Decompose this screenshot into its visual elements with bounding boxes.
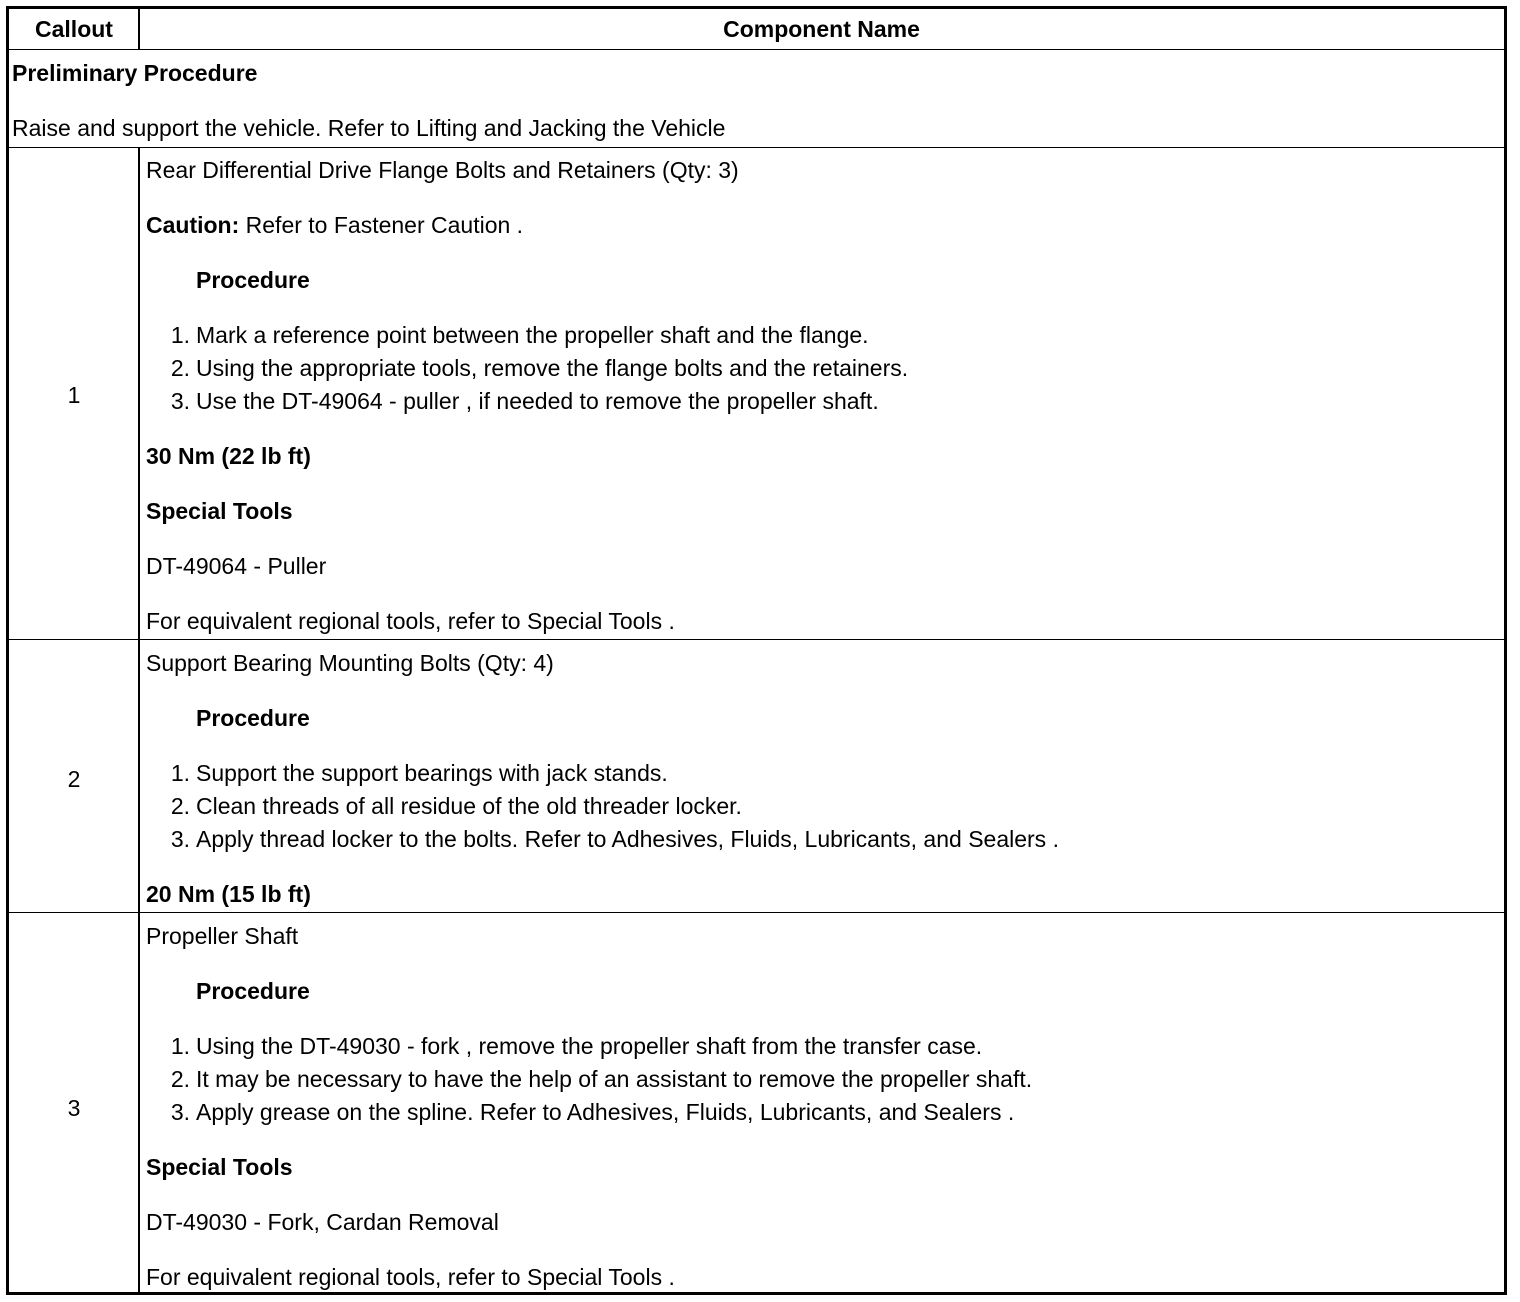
list-item [170, 387, 879, 415]
list-item [170, 1098, 1015, 1126]
step-number: 1. [170, 760, 190, 786]
step-number: 1. [170, 322, 190, 348]
caution-line [146, 211, 523, 239]
header-callout: Callout [35, 16, 113, 42]
preliminary-text: Raise and support the vehicle. Refer to Lifting and Jacking the Vehicle [12, 115, 726, 141]
list-item [170, 825, 1059, 853]
row-divider [9, 639, 1504, 640]
header-divider [138, 9, 140, 49]
step-number: 3. [170, 1099, 190, 1125]
list-item [170, 792, 742, 820]
step-number: 2. [170, 793, 190, 819]
step-number: 2. [170, 1066, 190, 1092]
step-text: Using the appropriate tools, remove the flange bolts and the retainers. [196, 355, 909, 381]
caution-text: Refer to Fastener Caution . [239, 212, 524, 238]
list-item [170, 1065, 1033, 1093]
component-name: Rear Differential Drive Flange Bolts and Retainers (Qty: 3) [146, 157, 739, 183]
caution-label: Caution: [146, 212, 240, 238]
list-item [170, 321, 869, 349]
step-text: Support the support bearings with jack stands. [196, 760, 668, 786]
callout-number: 1 [67, 382, 81, 408]
row-divider [9, 49, 1504, 50]
step-text: Apply thread locker to the bolts. Refer to Adhesives, Fluids, Lubricants, and Sealers . [196, 826, 1059, 852]
special-tool: DT-49064 - Puller [146, 553, 327, 579]
step-number: 3. [170, 388, 190, 414]
equivalent-tools-note: For equivalent regional tools, refer to Special Tools . [146, 608, 675, 634]
step-text: It may be necessary to have the help of an assistant to remove the propeller shaft. [196, 1066, 1033, 1092]
procedure-table [6, 6, 1507, 1295]
equivalent-tools-note: For equivalent regional tools, refer to Special Tools . [146, 1264, 675, 1290]
procedure-heading: Procedure [196, 705, 310, 731]
procedure-heading: Procedure [196, 267, 310, 293]
step-number: 1. [170, 1033, 190, 1059]
step-number: 3. [170, 826, 190, 852]
column-divider [138, 148, 140, 1295]
special-tools-heading: Special Tools [146, 498, 293, 524]
list-item [170, 759, 668, 787]
list-item [170, 1032, 983, 1060]
step-text: Mark a reference point between the propeller shaft and the flange. [196, 322, 869, 348]
list-item [170, 354, 909, 382]
procedure-heading: Procedure [196, 978, 310, 1004]
step-text: Using the DT-49030 - fork , remove the propeller shaft from the transfer case. [196, 1033, 983, 1059]
component-name: Propeller Shaft [146, 923, 299, 949]
row-divider [9, 912, 1504, 913]
torque-spec: 20 Nm (15 lb ft) [146, 881, 311, 907]
row-divider [9, 147, 1504, 148]
callout-number: 2 [67, 766, 81, 792]
step-text: Use the DT-49064 - puller , if needed to remove the propeller shaft. [196, 388, 879, 414]
step-text: Clean threads of all residue of the old threader locker. [196, 793, 742, 819]
torque-spec: 30 Nm (22 lb ft) [146, 443, 311, 469]
step-text: Apply grease on the spline. Refer to Adhesives, Fluids, Lubricants, and Sealers . [196, 1099, 1015, 1125]
step-number: 2. [170, 355, 190, 381]
special-tool: DT-49030 - Fork, Cardan Removal [146, 1209, 499, 1235]
component-name: Support Bearing Mounting Bolts (Qty: 4) [146, 650, 554, 676]
special-tools-heading: Special Tools [146, 1154, 293, 1180]
callout-number: 3 [67, 1095, 81, 1121]
header-component-name: Component Name [723, 16, 920, 42]
preliminary-title: Preliminary Procedure [12, 60, 258, 86]
